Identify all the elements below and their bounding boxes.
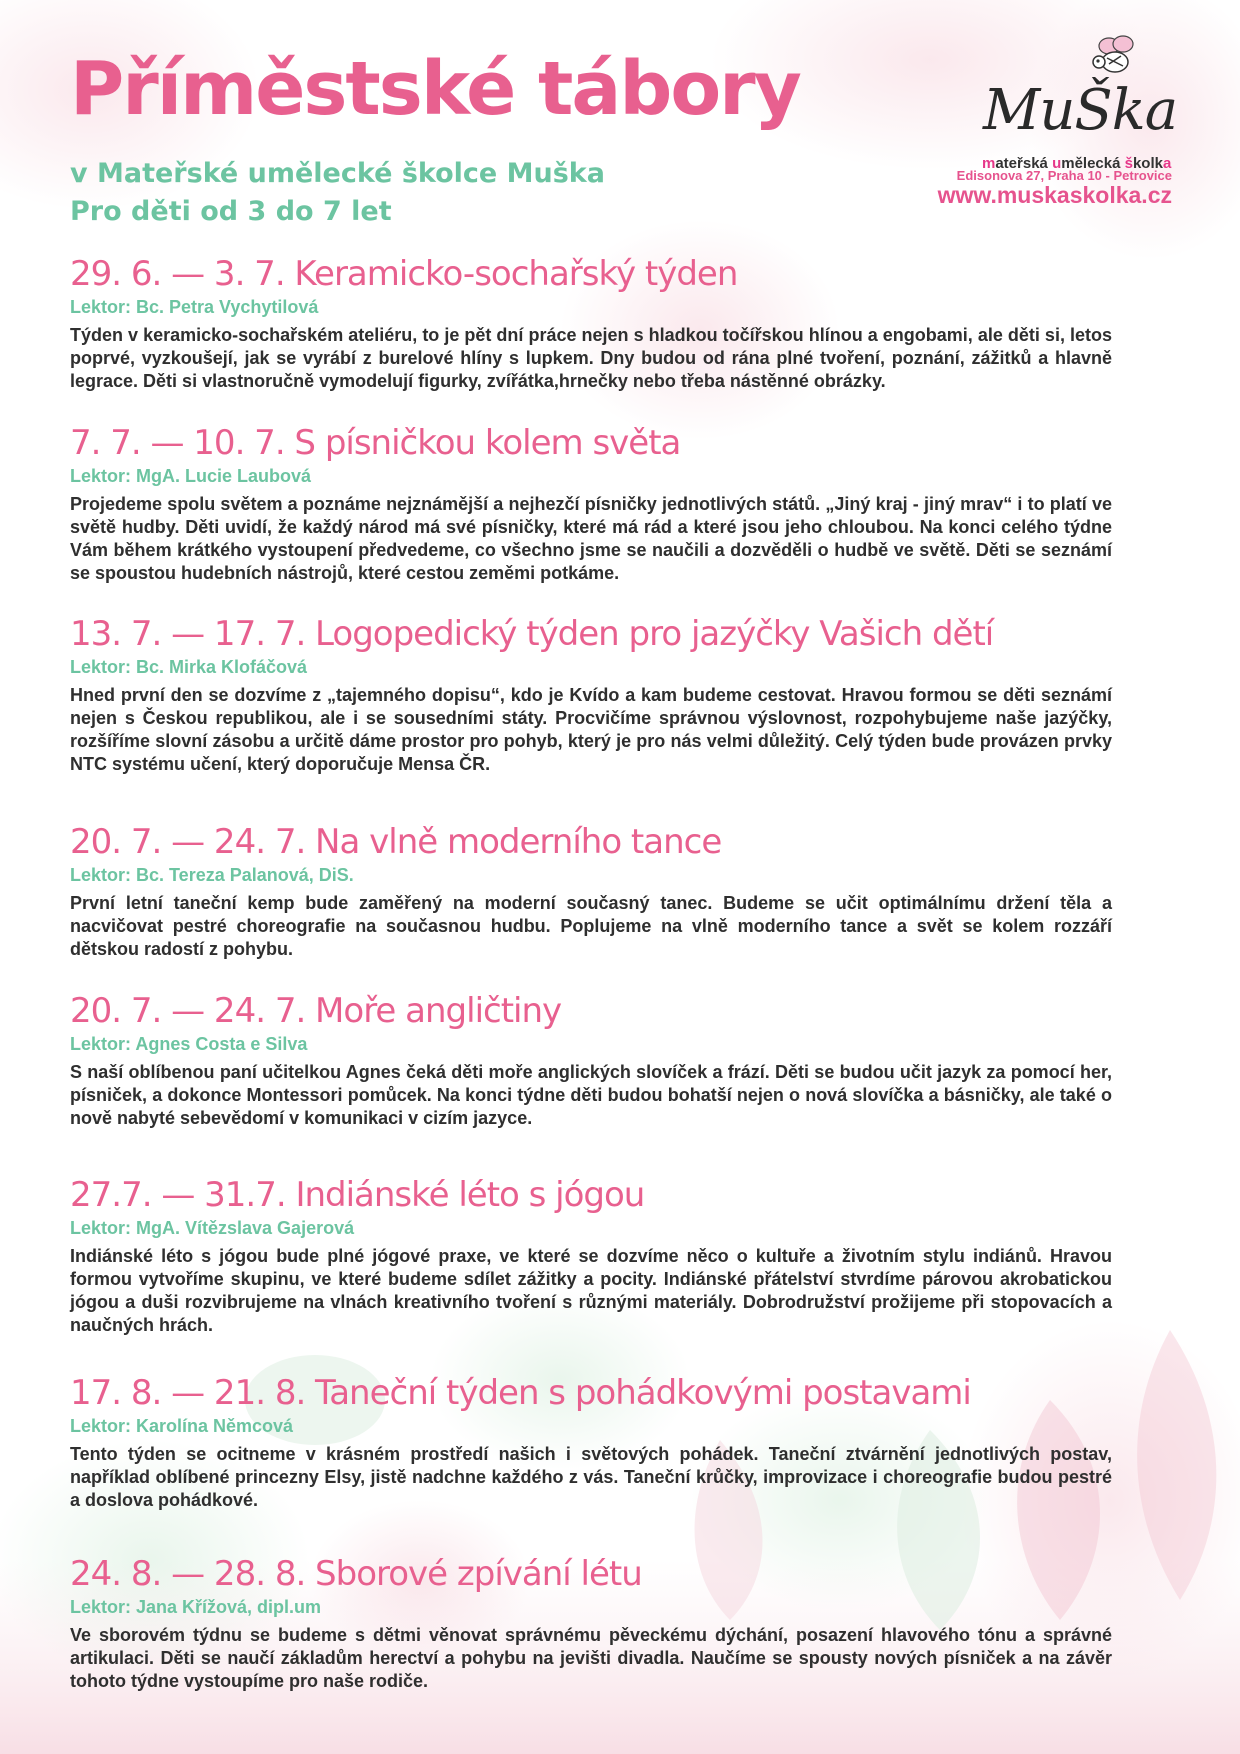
camp-entry — [70, 1373, 1112, 1512]
logo-tagline: mateřská umělecká školka — [982, 155, 1172, 172]
camp-description: Tento týden se ocitneme v krásném prostředí našich i světových pohádek. Taneční ztvárnění jednotlivých postav, například oblíbené princezny Elsy, jistě nadchne každého z vás. Taneční krůčky, improvizace i choreografie budou pestré a doslova pohádkové. — [70, 1444, 1112, 1510]
age-range: Pro děti od 3 do 7 let — [70, 196, 392, 227]
camp-title: 13. 7. — 17. 7. Logopedický týden pro jazýčky Vašich dětí — [70, 614, 994, 654]
camp-description: S naší oblíbenou paní učitelkou Agnes čeká děti moře anglických slovíček a frází. Děti se budou učit jazyk za pomocí her, písniček, a dokonce Montessori pomůcek. Na konci týdne děti budou bohatší nejen o nová slovíčka a básničky, ale také o nově nabyté sebevědomí v komunikaci v cizím jazyce. — [70, 1062, 1112, 1128]
camp-title: 17. 8. — 21. 8. Taneční týden s pohádkovými postavami — [70, 1373, 971, 1413]
camp-title: 7. 7. — 10. 7. S písničkou kolem světa — [70, 423, 681, 463]
camp-lector: Lektor: Agnes Costa e Silva — [70, 1034, 308, 1054]
camp-lector: Lektor: Karolína Němcová — [70, 1416, 294, 1436]
camp-description: Týden v keramicko-sochařském ateliéru, to je pět dní práce nejen s hladkou točířskou hlínou a engobami, ale děti si, letos poprvé, vyzkoušejí, jak se vyrábí z burelové hlíny s lupkem. Dny budou od rána plné tvoření, poznání, zážitků a hlavně legrace. Děti si vlastnoručně vymodelují figurky, zvířátka,hrnečky nebo třeba nástěnné obrázky. — [70, 325, 1112, 391]
camp-entry — [70, 822, 1112, 961]
camp-title: 29. 6. — 3. 7. Keramicko-sochařský týden — [70, 254, 738, 294]
camp-entry — [70, 254, 1112, 393]
bee-icon — [1085, 32, 1145, 82]
camp-entry — [70, 423, 1112, 585]
camp-description: Ve sborovém týdnu se budeme s dětmi věnovat správnému pěveckému dýchání, posazení hlavového tónu a správné artikulaci. Děti se naučí základům herectví a pohybu na jevišti divadla. Naučíme se spousty nových písniček a na závěr tohoto týdne vystoupíme pro naše rodiče. — [70, 1625, 1112, 1691]
camp-description: Hned první den se dozvíme z „tajemného dopisu“, kdo je Kvído a kam budeme cestovat. Hravou formou se děti seznámí nejen s Českou republikou, ale i se sousedními státy. Procvičíme správnou výslovnost, rozpohybujeme naše jazýčky, rozšíříme slovní zásobu a určitě dáme prostor pro pohyb, který je pro nás velmi důležitý. Celý týden bude provázen prvky NTC systému učení, který doporučuje Mensa ČR. — [70, 685, 1112, 774]
page-title: Příměstské tábory — [70, 46, 800, 132]
camp-lector: Lektor: MgA. Lucie Laubová — [70, 466, 312, 486]
logo-wordmark: MuŠka — [983, 78, 1178, 143]
camp-entry — [70, 1554, 1112, 1693]
camp-entry — [70, 1175, 1112, 1337]
page-subtitle: v Mateřské umělecké školce Muška — [70, 158, 605, 189]
camp-title: 20. 7. — 24. 7. Moře angličtiny — [70, 991, 562, 1031]
camp-title: 20. 7. — 24. 7. Na vlně moderního tance — [70, 822, 722, 862]
camp-lector: Lektor: MgA. Vítězslava Gajerová — [70, 1218, 355, 1238]
camp-description: Projedeme spolu světem a poznáme nejznámější a nejhezčí písničky jednotlivých států. „Jiný kraj - jiný mrav“ i to platí ve světě hudby. Děti uvidí, že každý národ má své písničky, které má rád a které jsou jeho chloubou. Na konci celého týdne Vám během krátkého vystoupení předvedeme, co všechno jsme se naučili a dozvěděli o hudbě ve světě. Děti se seznámí se spoustou hudebních nástrojů, které cestou zeměmi potkáme. — [70, 494, 1112, 583]
camp-lector: Lektor: Jana Křížová, dipl.um — [70, 1597, 322, 1617]
camp-title: 24. 8. — 28. 8. Sborové zpívání létu — [70, 1554, 642, 1594]
camp-description: Indiánské léto s jógou bude plné jógové praxe, ve které se dozvíme něco o kultuře a životním stylu indiánů. Hravou formou vytvoříme skupinu, ve které budeme sdílet zážitky a pocity. Indiánské přátelství stvrdíme párovou akrobatickou jógou a duši rozvibrujeme na vlnách kreativního tvoření s různými materiály. Dobrodružství prožijeme při stopovacích a naučných hrách. — [70, 1246, 1112, 1335]
camp-lector: Lektor: Bc. Tereza Palanová, DiS. — [70, 865, 354, 885]
camp-entry — [70, 991, 1112, 1130]
website-link[interactable]: www.muskaskolka.cz — [937, 182, 1172, 208]
address: Edisonova 27, Praha 10 - Petrovice — [956, 168, 1172, 183]
camp-lector: Lektor: Bc. Petra Vychytilová — [70, 297, 319, 317]
camp-description: První letní taneční kemp bude zaměřený na moderní současný tanec. Budeme se učit optimálnímu držení těla a nacvičovat pestré choreografie na současnou hudbu. Poplujeme na vlně moderního tance a svět se kolem rozzáří dětskou radostí z pohybu. — [70, 893, 1112, 959]
camp-lector: Lektor: Bc. Mirka Klofáčová — [70, 657, 308, 677]
camp-entry — [70, 614, 1112, 776]
camp-title: 27.7. — 31.7. Indiánské léto s jógou — [70, 1175, 645, 1215]
